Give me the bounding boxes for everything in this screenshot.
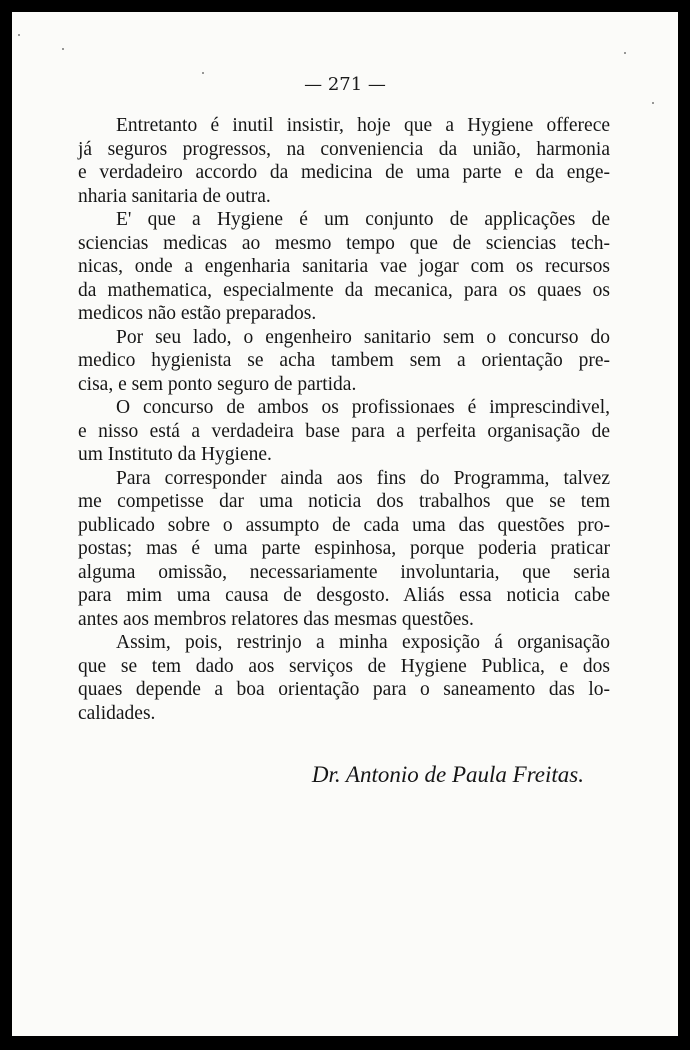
text-line: que se tem dado aos serviços de Hygiene Publica, e dos [78, 655, 610, 677]
paragraph-3 [78, 326, 610, 397]
text-line: E' que a Hygiene é um conjunto de applicações de [116, 209, 610, 230]
text-line: Assim, pois, restrinjo a minha exposição á organisação [116, 632, 610, 653]
text-line: O concurso de ambos os profissionaes é imprescindivel, [116, 397, 610, 418]
paragraph-5 [78, 467, 610, 632]
body-text [78, 114, 610, 725]
text-line: sciencias medicas ao mesmo tempo que de sciencias tech- [78, 232, 610, 254]
paper-speck [624, 52, 626, 54]
text-line: nharia sanitaria de outra. [78, 185, 271, 207]
text-line: para mim uma causa de desgosto. Aliás essa noticia cabe [78, 585, 610, 606]
paper-speck [18, 34, 20, 36]
text-line: calidades. [78, 702, 156, 724]
paper-speck [652, 102, 654, 104]
text-line: cisa, e sem ponto seguro de partida. [78, 373, 357, 395]
text-line: alguma omissão, necessariamente involuntaria, que seria [78, 561, 610, 583]
text-line: postas; mas é uma parte espinhosa, porque poderia praticar [78, 538, 610, 559]
text-line: e nisso está a verdadeira base para a perfeita organisação de [78, 420, 610, 442]
text-line: da mathematica, especialmente da mecanica, para os quaes os [78, 279, 610, 301]
paragraph-6 [78, 631, 610, 725]
text-line: Para corresponder ainda aos fins do Programma, talvez [116, 467, 610, 489]
text-line: publicado sobre o assumpto de cada uma das questões pro- [78, 514, 610, 536]
paper-speck [62, 48, 64, 50]
paragraph-4 [78, 396, 610, 467]
paragraph-2 [78, 208, 610, 326]
text-line: um Instituto da Hygiene. [78, 444, 272, 465]
text-line: quaes depende a boa orientação para o saneamento das lo- [78, 679, 610, 700]
author-signature: Dr. Antonio de Paula Freitas. [311, 762, 584, 787]
page-number: — 271 — [304, 74, 386, 95]
text-line: e verdadeiro accordo da medicina de uma parte e da enge- [78, 162, 610, 183]
text-line: medicos não estão preparados. [78, 303, 317, 324]
document-page [12, 12, 678, 1036]
paragraph-1 [78, 114, 610, 208]
text-line: Por seu lado, o engenheiro sanitario sem o concurso do [116, 326, 610, 348]
text-line: medico hygienista se acha tambem sem a orientação pre- [78, 350, 610, 371]
text-line: antes aos membros relatores das mesmas questões. [78, 608, 474, 630]
text-line: nicas, onde a engenharia sanitaria vae jogar com os recursos [78, 256, 610, 277]
text-line: já seguros progressos, na conveniencia da união, harmonia [78, 138, 610, 160]
text-line: me competisse dar uma noticia dos trabalhos que se tem [78, 491, 610, 512]
text-line: Entretanto é inutil insistir, hoje que a Hygiene offerece [116, 115, 610, 136]
